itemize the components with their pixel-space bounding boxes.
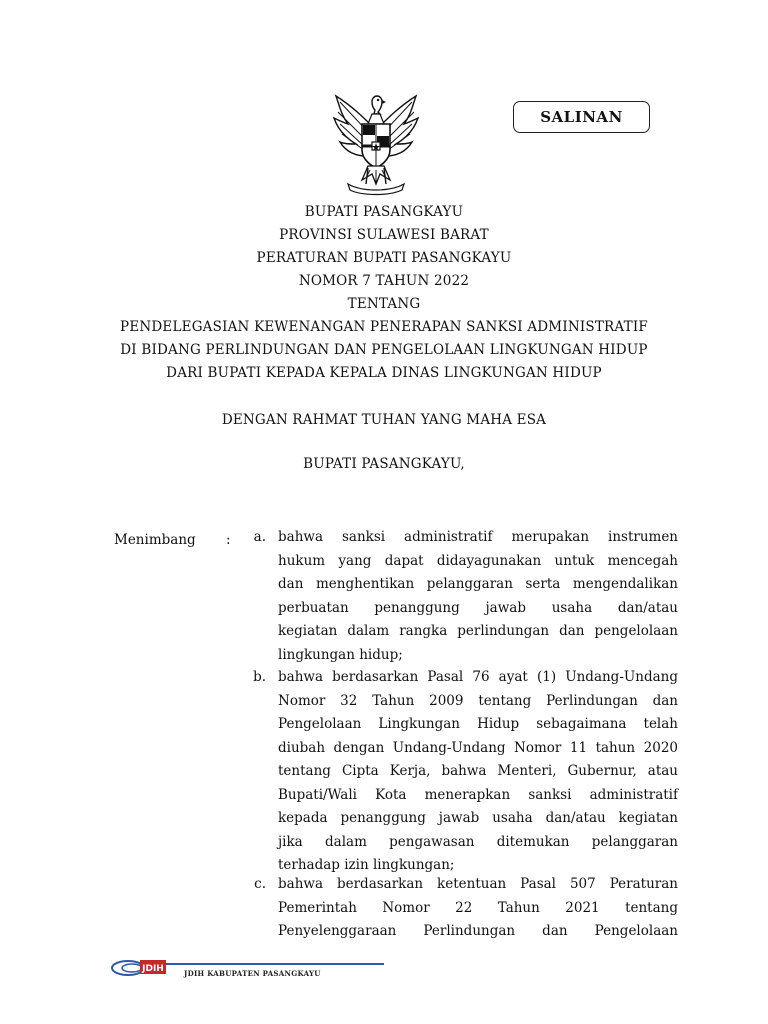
footer-text: JDIH KABUPATEN PASANGKAYU [184,969,321,978]
blessing-line [90,409,678,432]
text-line: Pengelolaan Lingkungan Hidup sebagaimana telah [278,716,678,732]
garuda-emblem-icon [328,88,424,196]
menimbang-colon: : [226,532,231,548]
regent-text: BUPATI PASANGKAYU, [303,456,465,472]
item-text [278,666,678,878]
item-letter: c. [254,876,266,892]
text-line: kepada penanggung jawab usaha dan/atau kegiatan [278,810,678,826]
heading-line: DI BIDANG PERLINDUNGAN DAN PENGELOLAAN LINGKUNGAN HIDUP [120,342,648,358]
heading-line: PERATURAN BUPATI PASANGKAYU [256,250,512,266]
heading-line: BUPATI PASANGKAYU [304,204,464,220]
text-line: Pemerintah Nomor 22 Tahun 2021 tentang [278,899,678,916]
item-text [278,873,678,944]
text-line: dan menghentikan pelanggaran serta mengendalikan [278,576,678,592]
salinan-stamp: SALINAN [513,101,650,133]
text-line: tentang Cipta Kerja, bahwa Menteri, Gubernur, atau [278,763,678,779]
item-letter: b. [253,669,266,685]
blessing-text: DENGAN RAHMAT TUHAN YANG MAHA ESA [221,412,547,428]
heading-line: DARI BUPATI KEPADA KEPALA DINAS LINGKUNGAN HIDUP [166,365,602,381]
text-line: Bupati/Wali Kota menerapkan sanksi administratif [278,786,678,803]
text-line: diubah dengan Undang-Undang Nomor 11 tahun 2020 [278,739,678,756]
heading-line: TENTANG [347,296,421,312]
heading-line: PROVINSI SULAWESI BARAT [279,227,489,243]
text-line: hukum yang dapat didayagunakan untuk mencegah [278,552,678,569]
menimbang-label: Menimbang [114,532,196,548]
heading-line: PENDELEGASIAN KEWENANGAN PENERAPAN SANKSI ADMINISTRATIF [120,319,648,335]
text-line: terhadap izin lingkungan; [278,857,455,873]
text-line: jika dalam pengawasan ditemukan pelanggaran [278,833,678,850]
text-line: bahwa berdasarkan Pasal 76 ayat (1) Undang-Undang [278,669,678,685]
jdih-logo-icon [110,957,182,979]
logo-text: JDIH [142,964,164,974]
text-line: kegiatan dalam rangka perlindungan dan pengelolaan [278,623,678,639]
text-line: bahwa sanksi administratif merupakan instrumen [278,529,678,545]
text-line: lingkungan hidup; [278,646,403,663]
item-text [278,526,678,667]
text-line: Nomor 32 Tahun 2009 tentang Perlindungan dan [278,692,678,709]
regent-line [90,453,678,476]
text-line: bahwa berdasarkan ketentuan Pasal 507 Peraturan [278,876,678,892]
text-line: Penyelenggaraan Perlindungan dan Pengelolaan [278,923,678,939]
regulation-heading [90,201,678,385]
item-letter: a. [253,529,266,545]
heading-line: NOMOR 7 TAHUN 2022 [298,273,470,289]
text-line: perbuatan penanggung jawab usaha dan/atau [278,599,678,616]
